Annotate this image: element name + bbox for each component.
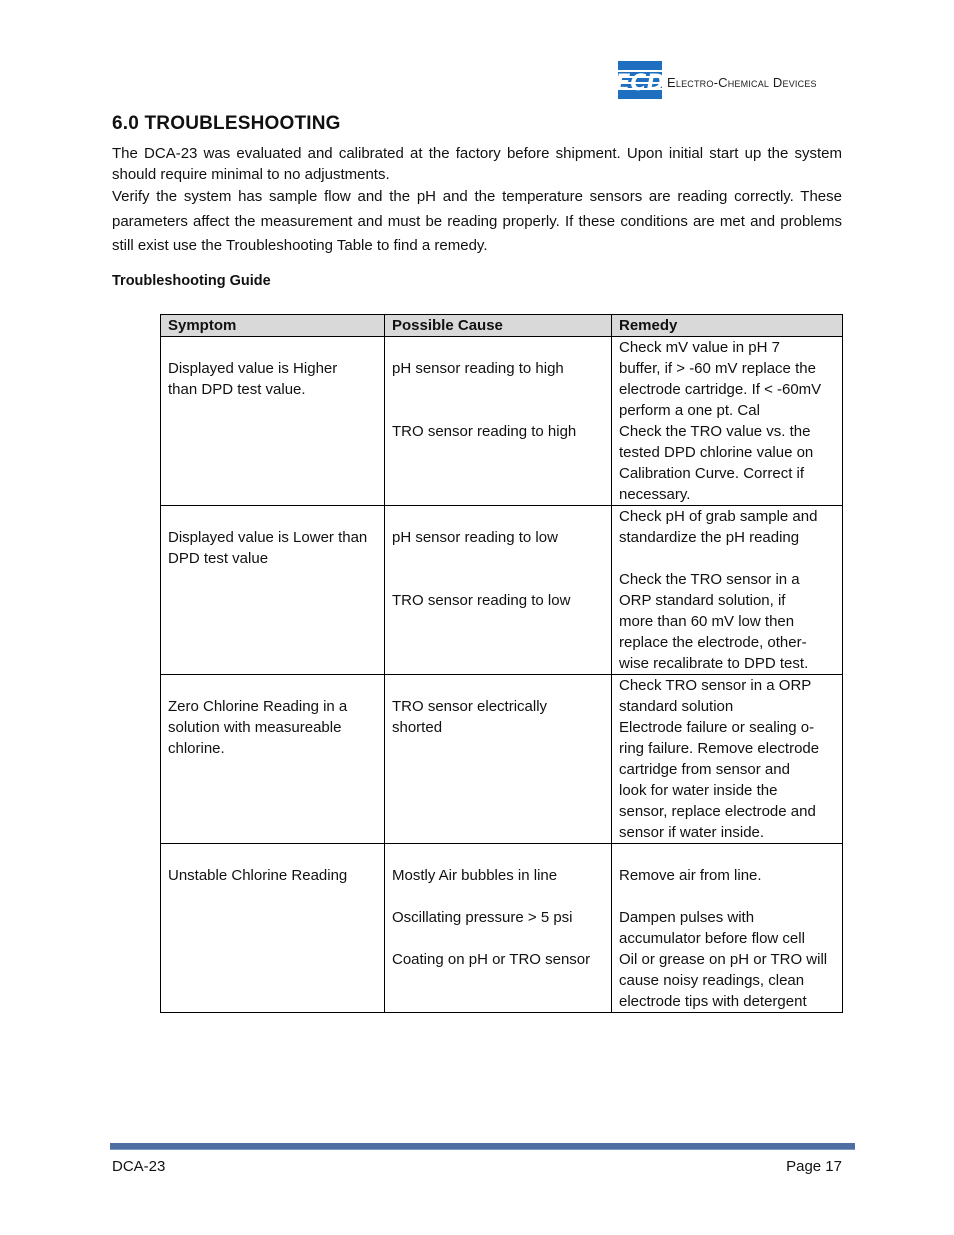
company-logo [615, 60, 817, 100]
troubleshooting-table [160, 314, 843, 1013]
cause-line: TRO sensor reading to high [392, 423, 577, 440]
symptom-line: Unstable Chlorine Reading [168, 867, 348, 884]
remedy-line: buffer, if > -60 mV replace the [619, 360, 816, 377]
cause-line: pH sensor reading to high [392, 360, 564, 377]
cause-cell [385, 675, 612, 844]
remedy-line: electrode cartridge. If < -60mV [619, 381, 822, 398]
remedy-line: Check the TRO sensor in a [619, 571, 800, 588]
remedy-line: cause noisy readings, clean [619, 972, 805, 989]
remedy-line [619, 886, 835, 907]
guide-heading: Troubleshooting Guide [112, 273, 271, 289]
remedy-line: Remove air from line. [619, 867, 762, 884]
cause-line: Coating on pH or TRO sensor [392, 951, 591, 968]
cause-line: TRO sensor reading to low [392, 592, 571, 609]
footer-doc-id: DCA-23 [112, 1158, 166, 1175]
cause-line: pH sensor reading to low [392, 529, 558, 546]
cause-line: TRO sensor electrically [392, 698, 548, 715]
header-possible-cause: Possible Cause [385, 315, 612, 337]
cause-line: shorted [392, 719, 443, 736]
header-remedy: Remedy [612, 315, 843, 337]
footer-page-number: Page 17 [786, 1158, 842, 1175]
remedy-line: standardize the pH reading [619, 529, 800, 546]
symptom-cell [161, 337, 385, 506]
remedy-line: look for water inside the [619, 782, 778, 799]
cause-line: Oscillating pressure > 5 psi [392, 909, 573, 926]
symptom-line: solution with measureable [168, 719, 342, 736]
remedy-line: Check mV value in pH 7 [619, 339, 780, 356]
symptom-line: Displayed value is Higher [168, 360, 338, 377]
company-name: Electro-Chemical Devices [667, 74, 817, 90]
symptom-line: Zero Chlorine Reading in a [168, 698, 348, 715]
remedy-line: more than 60 mV low then [619, 613, 795, 630]
remedy-line: electrode tips with detergent [619, 993, 807, 1010]
remedy-line: Electrode failure or sealing o- [619, 719, 815, 736]
cause-line: Mostly Air bubbles in line [392, 867, 558, 884]
remedy-line: wise recalibrate to DPD test. [619, 655, 809, 672]
remedy-line: ring failure. Remove electrode [619, 740, 820, 757]
cause-cell [385, 506, 612, 675]
footer-rule [110, 1143, 855, 1150]
remedy-line: Oil or grease on pH or TRO will [619, 951, 828, 968]
table-row [161, 337, 843, 506]
remedy-cell [612, 337, 843, 506]
remedy-line [619, 548, 835, 569]
remedy-line: standard solution [619, 698, 734, 715]
remedy-line: sensor if water inside. [619, 824, 765, 841]
verify-paragraph: Verify the system has sample flow and the pH and the temperature sensors are reading correctly. These parameters affect the measurement and must be reading properly. If these conditions are met and problems still exist use the Troubleshooting Table to find a remedy. [112, 188, 842, 254]
table-row [161, 675, 843, 844]
remedy-line: sensor, replace electrode and [619, 803, 816, 820]
svg-text:ECD: ECD [615, 71, 665, 96]
section-title: 6.0 TROUBLESHOOTING [112, 113, 341, 134]
ecd-logo-icon [615, 61, 665, 99]
symptom-line: Displayed value is Lower than [168, 529, 368, 546]
symptom-line: DPD test value [168, 550, 269, 567]
intro-paragraph: The DCA-23 was evaluated and calibrated at the factory before shipment. Upon initial start up the system should require minimal to no adjustments. [112, 145, 842, 183]
remedy-line: perform a one pt. Cal [619, 402, 760, 419]
symptom-line: chlorine. [168, 740, 225, 757]
cause-cell [385, 337, 612, 506]
remedy-cell [612, 844, 843, 1013]
remedy-cell [612, 506, 843, 675]
remedy-line: accumulator before flow cell [619, 930, 805, 947]
remedy-line: Check TRO sensor in a ORP [619, 677, 812, 694]
table-row [161, 506, 843, 675]
symptom-line: than DPD test value. [168, 381, 306, 398]
remedy-line: Dampen pulses with [619, 909, 755, 926]
symptom-cell [161, 506, 385, 675]
remedy-line: cartridge from sensor and [619, 761, 790, 778]
remedy-line: necessary. [619, 486, 691, 503]
table-header-row [161, 315, 843, 337]
symptom-cell [161, 675, 385, 844]
symptom-cell [161, 844, 385, 1013]
table-row [161, 844, 843, 1013]
remedy-line: replace the electrode, other- [619, 634, 807, 651]
remedy-cell [612, 675, 843, 844]
header-symptom: Symptom [161, 315, 385, 337]
remedy-line: Check pH of grab sample and [619, 508, 818, 525]
remedy-line: Check the TRO value vs. the [619, 423, 811, 440]
remedy-line: tested DPD chlorine value on [619, 444, 814, 461]
remedy-line: ORP standard solution, if [619, 592, 786, 609]
cause-cell [385, 844, 612, 1013]
remedy-line: Calibration Curve. Correct if [619, 465, 805, 482]
